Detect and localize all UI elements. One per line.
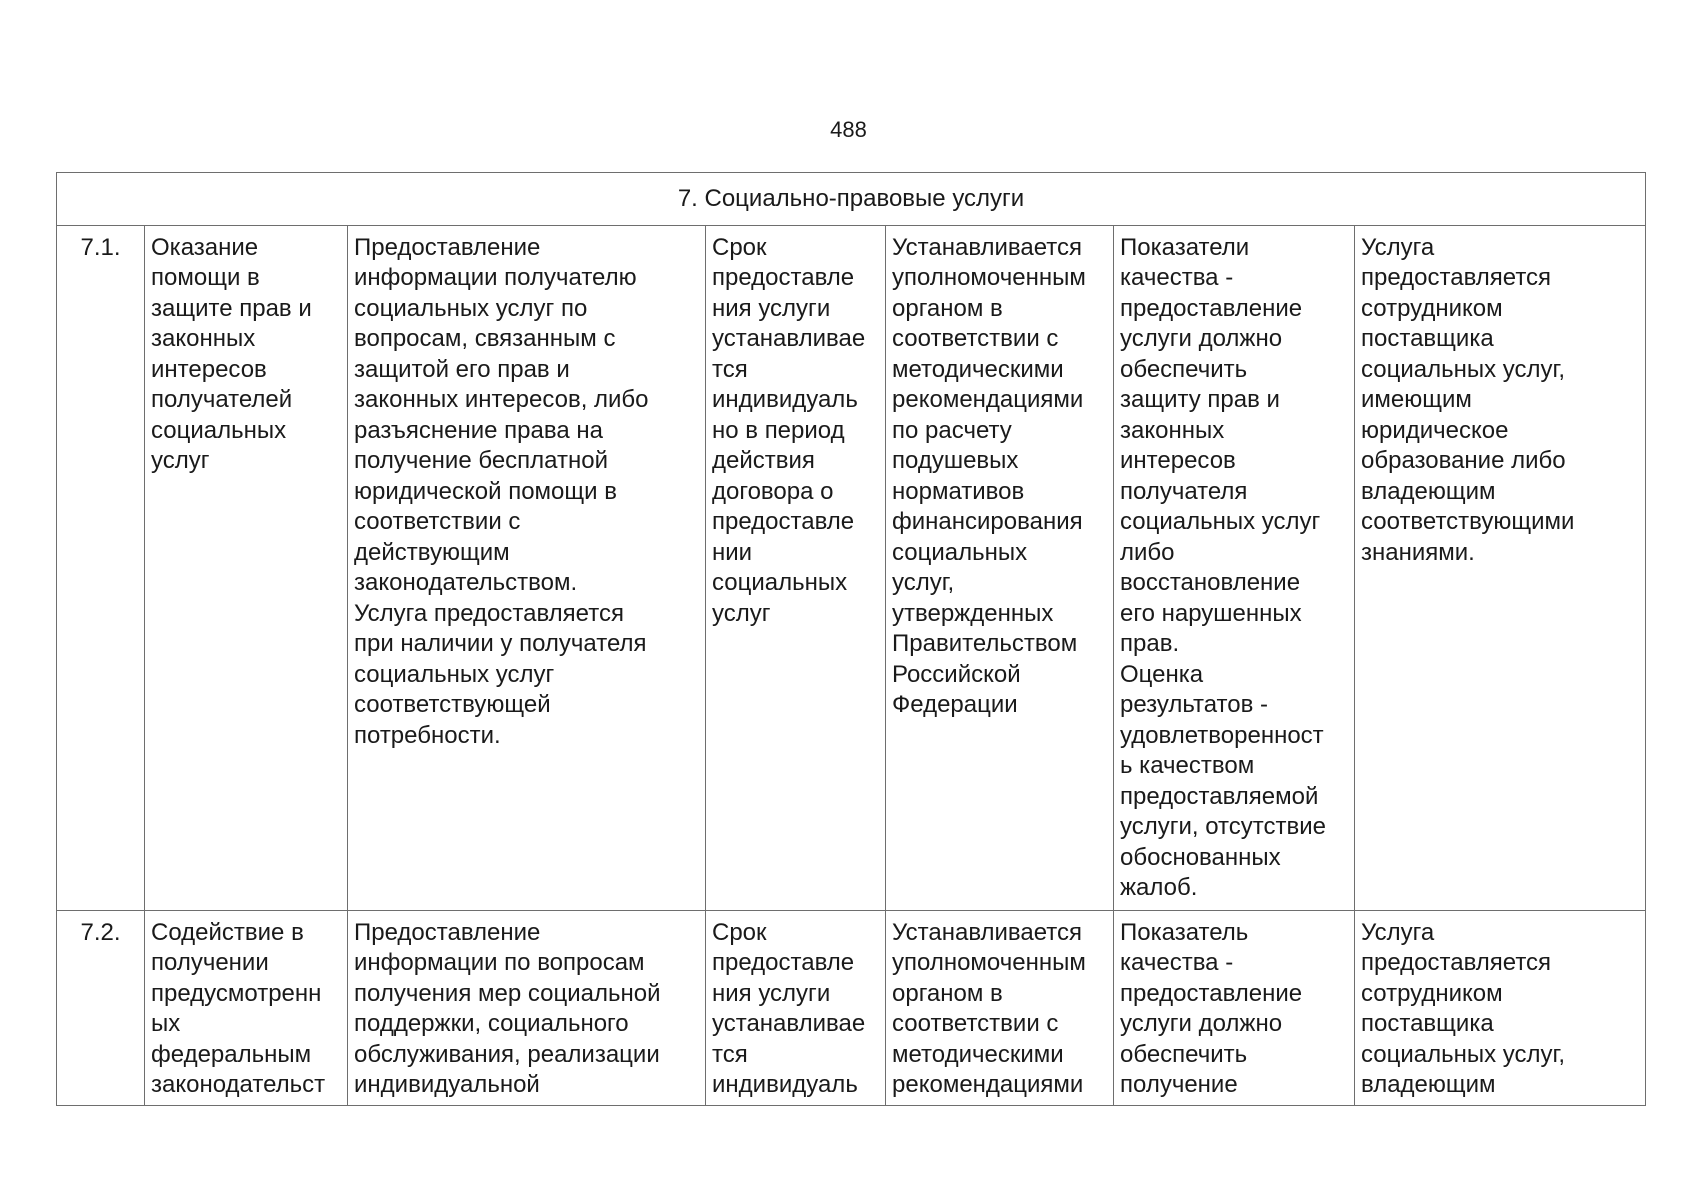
table-row (57, 225, 1646, 910)
service-number: 7.1. (57, 225, 145, 910)
service-description: Предоставление информации получателю социальных услуг по вопросам, связанным с защитой его прав и законных интересов, либо разъяснение права на получение бесплатной юридической помощи в соответствии с действующим законодательством. Услуга предоставляется при наличии у получателя социальных услуг соответствующей потребности. (348, 225, 706, 910)
service-tariff: Устанавливается уполномоченным органом в соответствии с методическими рекомендациями по расчету подушевых нормативов финансирования социальных услуг, утвержденных Правительством Российской Федерации (886, 225, 1114, 910)
service-term: Срок предоставле ния услуги устанавливае тся индивидуаль (706, 910, 886, 1105)
service-quality: Показатели качества - предоставление услуги должно обеспечить защиту прав и законных интересов получателя социальных услуг либо восстановление его нарушенных прав. Оценка результатов - удовлетворенност ь качеством предоставляемой услуги, отсутствие обоснованных жалоб. (1114, 225, 1355, 910)
service-quality: Показатель качества - предоставление услуги должно обеспечить получение (1114, 910, 1355, 1105)
table-row (57, 910, 1646, 1105)
service-term: Срок предоставле ния услуги устанавливае тся индивидуаль но в период действия договора о предоставле нии социальных услуг (706, 225, 886, 910)
service-number: 7.2. (57, 910, 145, 1105)
service-name: Содействие в получении предусмотренн ых федеральным законодательст (145, 910, 348, 1105)
section-title: 7. Социально-правовые услуги (57, 173, 1646, 226)
social-services-table (56, 172, 1646, 1106)
service-tariff: Устанавливается уполномоченным органом в соответствии с методическими рекомендациями (886, 910, 1114, 1105)
section-header-row (57, 173, 1646, 226)
service-conditions: Услуга предоставляется сотрудником поставщика социальных услуг, имеющим юридическое образование либо владеющим соответствующими знаниями. (1355, 225, 1646, 910)
service-description: Предоставление информации по вопросам получения мер социальной поддержки, социального обслуживания, реализации индивидуальной (348, 910, 706, 1105)
service-conditions: Услуга предоставляется сотрудником поставщика социальных услуг, владеющим (1355, 910, 1646, 1105)
service-name: Оказание помощи в защите прав и законных интересов получателей социальных услуг (145, 225, 348, 910)
page-number: 488 (830, 117, 867, 142)
